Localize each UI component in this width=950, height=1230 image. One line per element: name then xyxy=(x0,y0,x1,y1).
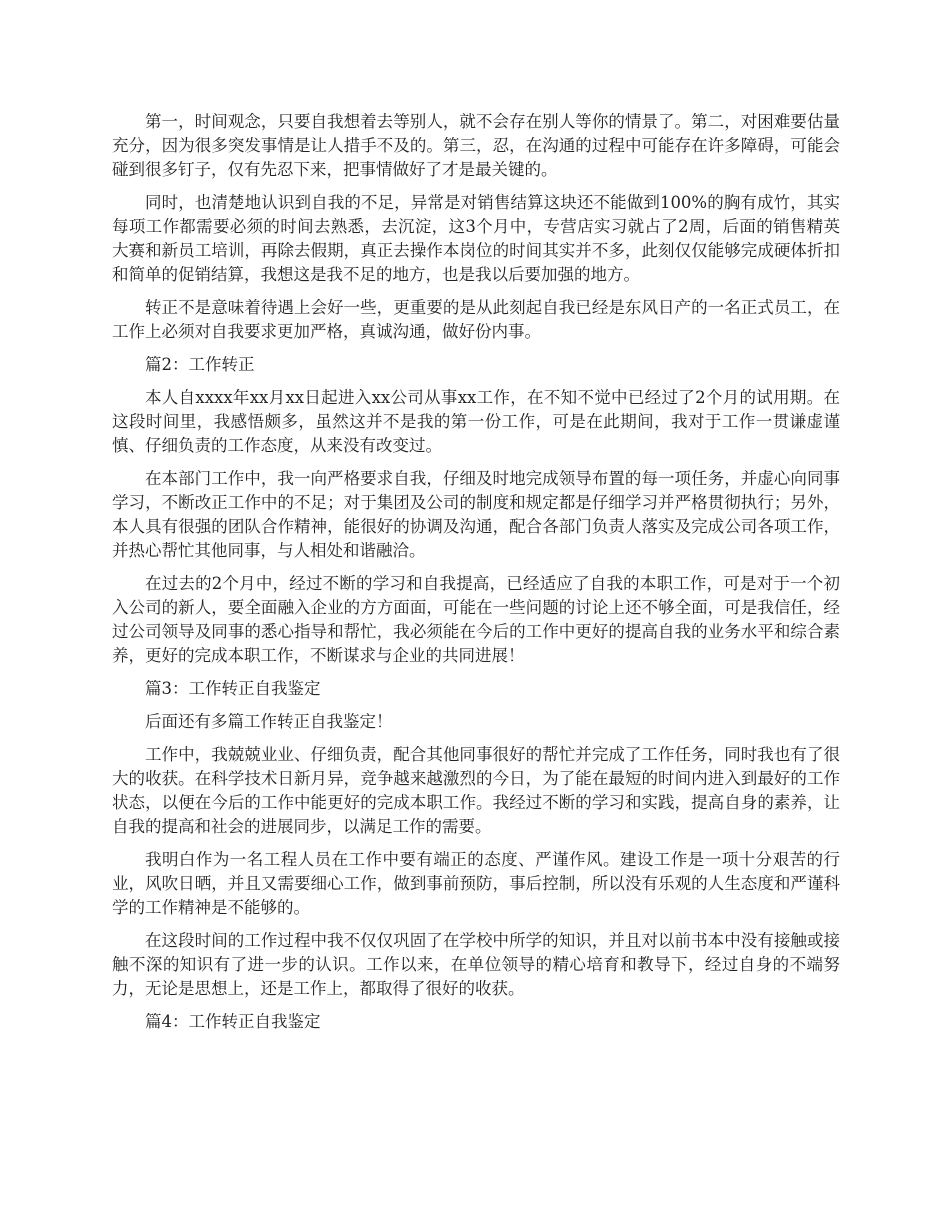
paragraph: 在本部门工作中，我一向严格要求自我，仔细及时地完成领导布置的每一项任务，并虚心向同事学习，不断改正工作中的不足；对于集团及公司的制度和规定都是仔细学习并严格贯彻执行；另外，本人具有很强的团队合作精神，能很好的协调及沟通，配合各部门负责人落实及完成公司各项工作，并热心帮忙其他同事，与人相处和谐融洽。 xyxy=(112,469,840,560)
paragraph: 第一，时间观念，只要自我想着去等别人，就不会存在别人等你的情景了。第二，对困难要估量充分，因为很多突发事情是让人措手不及的。第三，忍，在沟通的过程中可能存在许多障碍，可能会碰到很多钉子，仅有先忍下来，把事情做好了才是最关键的。 xyxy=(112,112,840,179)
section-heading: 篇3：工作转正自我鉴定 xyxy=(145,679,321,698)
paragraph: 后面还有多篇工作转正自我鉴定！ xyxy=(145,712,393,731)
paragraph: 在这段时间的工作过程中我不仅仅巩固了在学校中所学的知识，并且对以前书本中没有接触或接触不深的知识有了进一步的认识。工作以来，在单位领导的精心培育和教导下，经过自身的不端努力，无论是思想上，还是工作上，都取得了很好的收获。 xyxy=(112,931,840,998)
paragraph: 转正不是意味着待遇上会好一些，更重要的是从此刻起自我已经是东风日产的一名正式员工，在工作上必须对自我要求更加严格，真诚沟通，做好份内事。 xyxy=(112,298,840,341)
section-heading: 篇2：工作转正 xyxy=(145,355,255,374)
paragraph: 在过去的2个月中，经过不断的学习和自我提高，已经适应了自我的本职工作，可是对于一个初入公司的新人，要全面融入企业的方方面面，可能在一些问题的讨论上还不够全面，可是我信任，经过公司领导及同事的悉心指导和帮忙，我必须能在今后的工作中更好的提高自我的业务水平和综合素养，更好的完成本职工作，不断谋求与企业的共同进展！ xyxy=(112,574,840,665)
document-body xyxy=(112,110,840,1043)
paragraph: 工作中，我兢兢业业、仔细负责，配合其他同事很好的帮忙并完成了工作任务，同时我也有了很大的收获。在科学技术日新月异，竞争越来越激烈的今日，为了能在最短的时间内进入到最好的工作状态，以便在今后的工作中能更好的完成本职工作。我经过不断的学习和实践，提高自身的素养，让自我的提高和社会的进展同步，以满足工作的需要。 xyxy=(112,745,840,836)
paragraph: 同时，也清楚地认识到自我的不足，异常是对销售结算这块还不能做到100%的胸有成竹，其实每项工作都需要必须的时间去熟悉，去沉淀，这3个月中，专营店实习就占了2周，后面的销售精英大赛和新员工培训，再除去假期，真正去操作本岗位的时间其实并不多，此刻仅仅能够完成硬体折扣和简单的促销结算，我想这是我不足的地方，也是我以后要加强的地方。 xyxy=(112,193,840,284)
section-heading: 篇4：工作转正自我鉴定 xyxy=(145,1012,321,1031)
paragraph: 本人自xxxx年xx月xx日起进入xx公司从事xx工作，在不知不觉中已经过了2个月的试用期。在这段时间里，我感悟颇多，虽然这并不是我的第一份工作，可是在此期间，我对于工作一贯谦虚谨慎、仔细负责的工作态度，从来没有改变过。 xyxy=(112,388,840,455)
paragraph: 我明白作为一名工程人员在工作中要有端正的态度、严谨作风。建设工作是一项十分艰苦的行业，风吹日晒，并且又需要细心工作，做到事前预防，事后控制，所以没有乐观的人生态度和严谨科学的工作精神是不能够的。 xyxy=(112,850,840,917)
